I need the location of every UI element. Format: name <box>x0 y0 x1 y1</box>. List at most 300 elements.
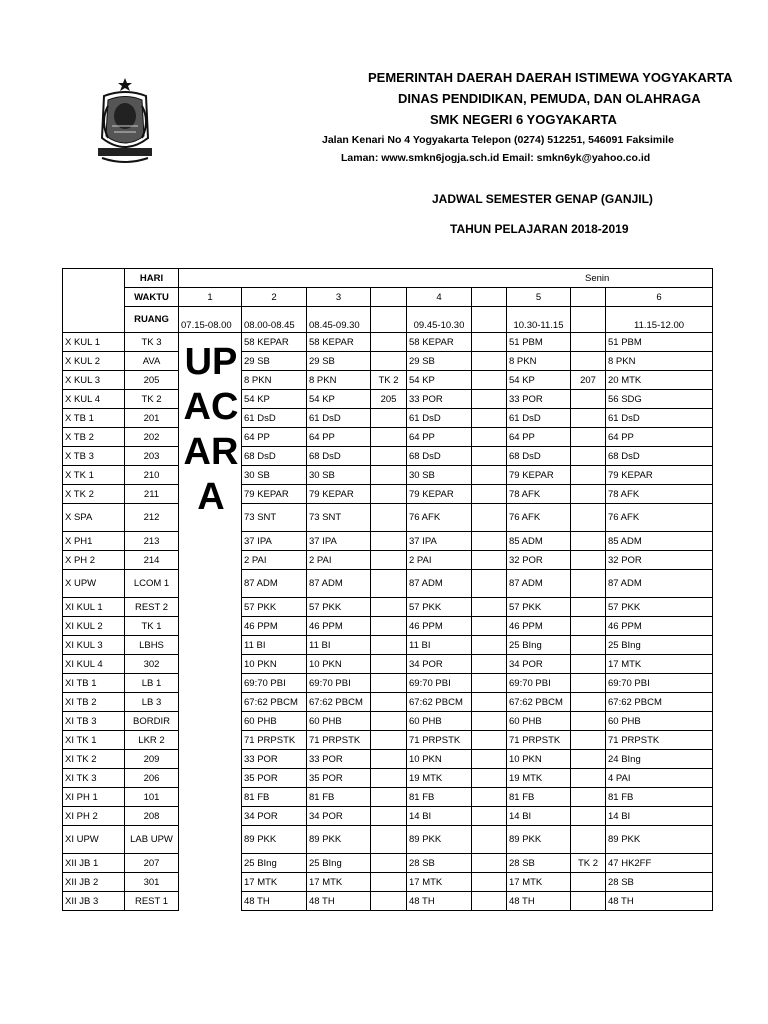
period-4b-cell <box>472 409 507 428</box>
room-change-4-cell <box>371 428 407 447</box>
room-cell: LAB UPW <box>125 826 179 854</box>
room-change-4-cell <box>371 504 407 532</box>
room-cell: TK 2 <box>125 390 179 409</box>
period-5-cell: 28 SB <box>507 854 571 873</box>
period-4b-cell <box>472 333 507 352</box>
upacara-label <box>180 340 242 520</box>
period-3-cell: 35 POR <box>307 769 371 788</box>
period-4b-cell <box>472 428 507 447</box>
period-4-cell: 79 KEPAR <box>407 485 472 504</box>
period-5-cell: 10 PKN <box>507 750 571 769</box>
room-change-6-cell <box>571 409 606 428</box>
letterhead-school-name: SMK NEGERI 6 YOGYAKARTA <box>430 112 617 127</box>
table-row <box>63 532 713 551</box>
waktu-label: WAKTU <box>125 288 179 307</box>
period-3-extra <box>371 288 407 307</box>
period-2-cell: 89 PKK <box>242 826 307 854</box>
room-change-4-cell <box>371 826 407 854</box>
period-3-cell: 46 PPM <box>307 617 371 636</box>
room-change-6-cell <box>571 333 606 352</box>
period-5-cell: 76 AFK <box>507 504 571 532</box>
room-change-6-cell <box>571 807 606 826</box>
room-change-4-cell <box>371 854 407 873</box>
class-header-cell <box>63 269 125 333</box>
period-4-cell: 76 AFK <box>407 504 472 532</box>
period-1-cell <box>179 674 242 693</box>
period-5-cell: 54 KP <box>507 371 571 390</box>
period-1-cell <box>179 617 242 636</box>
table-row <box>63 731 713 750</box>
period-4b-cell <box>472 807 507 826</box>
period-4-cell: 54 KP <box>407 371 472 390</box>
period-3-cell: 54 KP <box>307 390 371 409</box>
period-4b-cell <box>472 826 507 854</box>
period-2-cell: 68 DsD <box>242 447 307 466</box>
period-4-cell: 67:62 PBCM <box>407 693 472 712</box>
class-cell: X TK 1 <box>63 466 125 485</box>
class-cell: X KUL 2 <box>63 352 125 371</box>
room-cell: AVA <box>125 352 179 371</box>
period-4b-cell <box>472 636 507 655</box>
period-4b-cell <box>472 485 507 504</box>
period-6-cell: 60 PHB <box>606 712 713 731</box>
government-emblem-logo <box>94 76 156 166</box>
period-5-cell: 32 POR <box>507 551 571 570</box>
room-change-4-cell <box>371 551 407 570</box>
period-5-cell: 51 PBM <box>507 333 571 352</box>
period-6-cell: 56 SDG <box>606 390 713 409</box>
period-4-cell: 71 PRPSTK <box>407 731 472 750</box>
room-change-6-cell <box>571 352 606 371</box>
period-6-cell: 57 PKK <box>606 598 713 617</box>
period-4-cell: 46 PPM <box>407 617 472 636</box>
table-row <box>63 409 713 428</box>
room-change-6-cell <box>571 655 606 674</box>
table-row <box>63 892 713 911</box>
day-cell <box>179 269 713 288</box>
period-2-cell: 57 PKK <box>242 598 307 617</box>
period-6-cell: 4 PAI <box>606 769 713 788</box>
room-cell: 202 <box>125 428 179 447</box>
period-2-cell: 46 PPM <box>242 617 307 636</box>
period-1-cell <box>179 570 242 598</box>
period-2-cell: 71 PRPSTK <box>242 731 307 750</box>
table-row <box>63 854 713 873</box>
schedule-table-container <box>62 268 685 936</box>
room-cell: LB 1 <box>125 674 179 693</box>
period-4b-cell <box>472 892 507 911</box>
period-6: 6 <box>606 288 713 307</box>
period-3-cell: 33 POR <box>307 750 371 769</box>
room-change-6-cell <box>571 447 606 466</box>
room-change-4-cell <box>371 466 407 485</box>
time-2: 08.00-08.45 <box>242 307 307 333</box>
period-3-cell: 11 BI <box>307 636 371 655</box>
room-change-4-cell <box>371 750 407 769</box>
class-cell: XI KUL 1 <box>63 598 125 617</box>
room-cell: 213 <box>125 532 179 551</box>
period-2-cell: 17 MTK <box>242 873 307 892</box>
period-4: 4 <box>407 288 472 307</box>
period-3-cell: 68 DsD <box>307 447 371 466</box>
class-cell: XI TB 1 <box>63 674 125 693</box>
period-4b-cell <box>472 617 507 636</box>
room-change-4-cell <box>371 807 407 826</box>
class-cell: XI KUL 4 <box>63 655 125 674</box>
day-label: Senin <box>585 272 610 284</box>
table-row <box>63 674 713 693</box>
period-1-cell <box>179 693 242 712</box>
letterhead-department: DINAS PENDIDIKAN, PEMUDA, DAN OLAHRAGA <box>398 91 701 106</box>
period-2: 2 <box>242 288 307 307</box>
period-6-cell: 67:62 PBCM <box>606 693 713 712</box>
period-1-cell <box>179 892 242 911</box>
period-4b-cell <box>472 466 507 485</box>
room-cell: LCOM 1 <box>125 570 179 598</box>
period-3-cell: 64 PP <box>307 428 371 447</box>
period-4b-cell <box>472 873 507 892</box>
table-row <box>63 636 713 655</box>
period-4b-cell <box>472 731 507 750</box>
academic-year-title: TAHUN PELAJARAN 2018-2019 <box>450 222 629 236</box>
room-cell: 205 <box>125 371 179 390</box>
class-cell: XI TK 3 <box>63 769 125 788</box>
class-cell: XI TK 1 <box>63 731 125 750</box>
period-6-cell: 71 PRPSTK <box>606 731 713 750</box>
period-4-cell: 14 BI <box>407 807 472 826</box>
period-4b-cell <box>472 504 507 532</box>
room-change-6-cell <box>571 750 606 769</box>
period-5: 5 <box>507 288 571 307</box>
period-4-cell: 60 PHB <box>407 712 472 731</box>
period-6-cell: 24 BIng <box>606 750 713 769</box>
table-row <box>63 551 713 570</box>
room-change-4-cell <box>371 655 407 674</box>
room-cell: TK 1 <box>125 617 179 636</box>
room-cell: 214 <box>125 551 179 570</box>
room-change-6-cell <box>571 428 606 447</box>
period-2-cell: 73 SNT <box>242 504 307 532</box>
room-change-6-cell <box>571 532 606 551</box>
letterhead-government: PEMERINTAH DAERAH DAERAH ISTIMEWA YOGYAKARTA <box>368 70 733 85</box>
room-change-4-cell <box>371 892 407 911</box>
period-5-cell: 81 FB <box>507 788 571 807</box>
period-5-cell: 78 AFK <box>507 485 571 504</box>
table-row <box>63 712 713 731</box>
period-5-cell: 48 TH <box>507 892 571 911</box>
period-2-cell: 35 POR <box>242 769 307 788</box>
period-4b-cell <box>472 769 507 788</box>
period-4-cell: 34 POR <box>407 655 472 674</box>
time-4: 09.45-10.30 <box>407 307 472 333</box>
period-3-cell: 71 PRPSTK <box>307 731 371 750</box>
period-1: 1 <box>179 288 242 307</box>
period-6-cell: 20 MTK <box>606 371 713 390</box>
room-change-4-cell <box>371 712 407 731</box>
room-change-4-cell <box>371 409 407 428</box>
room-change-6-cell <box>571 551 606 570</box>
period-5-cell: 33 POR <box>507 390 571 409</box>
room-cell: 209 <box>125 750 179 769</box>
period-2-cell: 79 KEPAR <box>242 485 307 504</box>
period-4-cell: 87 ADM <box>407 570 472 598</box>
period-4-cell: 68 DsD <box>407 447 472 466</box>
table-row <box>63 371 713 390</box>
time-gap-4 <box>472 307 507 333</box>
period-2-cell: 25 BIng <box>242 854 307 873</box>
room-change-6-cell <box>571 390 606 409</box>
table-row <box>63 504 713 532</box>
period-4-cell: 30 SB <box>407 466 472 485</box>
period-4b-cell <box>472 532 507 551</box>
period-1-cell <box>179 712 242 731</box>
table-row <box>63 617 713 636</box>
table-row <box>63 873 713 892</box>
table-row <box>63 428 713 447</box>
class-cell: X TB 3 <box>63 447 125 466</box>
period-4-cell: 69:70 PBI <box>407 674 472 693</box>
period-3-cell: 10 PKN <box>307 655 371 674</box>
table-row <box>63 570 713 598</box>
period-4-cell: 37 IPA <box>407 532 472 551</box>
class-cell: X PH1 <box>63 532 125 551</box>
upacara-line-3: AR <box>183 431 239 473</box>
class-cell: X TB 2 <box>63 428 125 447</box>
period-4b-cell <box>472 570 507 598</box>
room-change-6-cell <box>571 598 606 617</box>
class-cell: XI TK 2 <box>63 750 125 769</box>
table-row <box>63 655 713 674</box>
room-change-4-cell <box>371 570 407 598</box>
schedule-title: JADWAL SEMESTER GENAP (GANJIL) <box>432 192 653 206</box>
room-change-4-cell <box>371 333 407 352</box>
table-row <box>63 826 713 854</box>
period-5-extra <box>571 288 606 307</box>
room-cell: TK 3 <box>125 333 179 352</box>
period-4-cell: 57 PKK <box>407 598 472 617</box>
period-1-cell <box>179 826 242 854</box>
period-6-cell: 89 PKK <box>606 826 713 854</box>
period-4b-cell <box>472 655 507 674</box>
period-3-cell: 2 PAI <box>307 551 371 570</box>
period-1-cell <box>179 551 242 570</box>
room-change-6-cell <box>571 504 606 532</box>
room-change-6-cell: TK 2 <box>571 854 606 873</box>
period-3-cell: 48 TH <box>307 892 371 911</box>
room-cell: 201 <box>125 409 179 428</box>
period-4-cell: 61 DsD <box>407 409 472 428</box>
period-1-cell <box>179 655 242 674</box>
room-cell: 207 <box>125 854 179 873</box>
room-cell: 208 <box>125 807 179 826</box>
period-2-cell: 67:62 PBCM <box>242 693 307 712</box>
room-cell: 210 <box>125 466 179 485</box>
period-5-cell: 85 ADM <box>507 532 571 551</box>
room-change-4-cell <box>371 352 407 371</box>
class-cell: XI KUL 3 <box>63 636 125 655</box>
room-change-6-cell <box>571 570 606 598</box>
upacara-line-2: AC <box>183 386 239 428</box>
period-1-cell <box>179 598 242 617</box>
room-change-6-cell: 207 <box>571 371 606 390</box>
room-cell: REST 1 <box>125 892 179 911</box>
table-row <box>63 693 713 712</box>
table-row <box>63 466 713 485</box>
class-cell: XI KUL 2 <box>63 617 125 636</box>
table-row <box>63 807 713 826</box>
period-3-cell: 60 PHB <box>307 712 371 731</box>
period-4-cell: 19 MTK <box>407 769 472 788</box>
period-4b-cell <box>472 750 507 769</box>
period-3-cell: 17 MTK <box>307 873 371 892</box>
period-3-cell: 61 DsD <box>307 409 371 428</box>
room-change-6-cell <box>571 731 606 750</box>
period-5-cell: 17 MTK <box>507 873 571 892</box>
class-cell: XI TB 3 <box>63 712 125 731</box>
period-6-cell: 78 AFK <box>606 485 713 504</box>
period-2-cell: 60 PHB <box>242 712 307 731</box>
room-cell: LB 3 <box>125 693 179 712</box>
room-change-4-cell <box>371 617 407 636</box>
period-5-cell: 69:70 PBI <box>507 674 571 693</box>
period-4-cell: 10 PKN <box>407 750 472 769</box>
period-3-cell: 73 SNT <box>307 504 371 532</box>
period-4-cell: 58 KEPAR <box>407 333 472 352</box>
room-change-6-cell <box>571 674 606 693</box>
period-3-cell: 8 PKN <box>307 371 371 390</box>
class-cell: XI TB 2 <box>63 693 125 712</box>
period-2-cell: 29 SB <box>242 352 307 371</box>
time-5: 10.30-11.15 <box>507 307 571 333</box>
period-3-cell: 89 PKK <box>307 826 371 854</box>
period-6-cell: 32 POR <box>606 551 713 570</box>
room-change-4-cell <box>371 447 407 466</box>
room-change-6-cell <box>571 693 606 712</box>
period-2-cell: 69:70 PBI <box>242 674 307 693</box>
period-4b-cell <box>472 712 507 731</box>
room-cell: 101 <box>125 788 179 807</box>
time-1: 07.15-08.00 <box>179 307 242 333</box>
period-1-cell <box>179 873 242 892</box>
class-cell: X SPA <box>63 504 125 532</box>
period-6-cell: 87 ADM <box>606 570 713 598</box>
room-cell: 203 <box>125 447 179 466</box>
room-cell: REST 2 <box>125 598 179 617</box>
header-row-day <box>63 269 713 288</box>
period-4b-cell <box>472 598 507 617</box>
class-cell: XI PH 2 <box>63 807 125 826</box>
period-2-cell: 87 ADM <box>242 570 307 598</box>
room-cell: 301 <box>125 873 179 892</box>
room-change-6-cell <box>571 636 606 655</box>
period-1-cell <box>179 788 242 807</box>
time-gap-5 <box>571 307 606 333</box>
room-cell: LKR 2 <box>125 731 179 750</box>
room-change-6-cell <box>571 892 606 911</box>
table-row <box>63 788 713 807</box>
period-2-cell: 2 PAI <box>242 551 307 570</box>
period-3-cell: 87 ADM <box>307 570 371 598</box>
period-2-cell: 81 FB <box>242 788 307 807</box>
class-cell: X TB 1 <box>63 409 125 428</box>
room-cell: LBHS <box>125 636 179 655</box>
class-cell: X KUL 3 <box>63 371 125 390</box>
class-cell: X TK 2 <box>63 485 125 504</box>
room-change-4-cell <box>371 532 407 551</box>
time-6: 11.15-12.00 <box>606 307 713 333</box>
period-1-cell <box>179 807 242 826</box>
period-4-cell: 28 SB <box>407 854 472 873</box>
period-1-cell <box>179 769 242 788</box>
period-5-cell: 60 PHB <box>507 712 571 731</box>
upacara-line-4: A <box>197 476 225 518</box>
period-5-cell: 71 PRPSTK <box>507 731 571 750</box>
room-change-4-cell <box>371 598 407 617</box>
room-change-4-cell <box>371 731 407 750</box>
period-5-cell: 64 PP <box>507 428 571 447</box>
period-1-cell <box>179 731 242 750</box>
period-5-cell: 34 POR <box>507 655 571 674</box>
period-6-cell: 28 SB <box>606 873 713 892</box>
letterhead-web-email: Laman: www.smkn6jogja.sch.id Email: smkn6yk@yahoo.co.id <box>341 152 651 164</box>
period-6-cell: 79 KEPAR <box>606 466 713 485</box>
period-4-cell: 11 BI <box>407 636 472 655</box>
room-change-4-cell <box>371 636 407 655</box>
period-2-cell: 54 KP <box>242 390 307 409</box>
room-change-4-cell <box>371 788 407 807</box>
period-5-cell: 57 PKK <box>507 598 571 617</box>
room-change-6-cell <box>571 873 606 892</box>
period-2-cell: 10 PKN <box>242 655 307 674</box>
room-cell: BORDIR <box>125 712 179 731</box>
table-row <box>63 769 713 788</box>
class-cell: XII JB 2 <box>63 873 125 892</box>
time-3: 08.45-09.30 <box>307 307 371 333</box>
period-6-cell: 68 DsD <box>606 447 713 466</box>
period-2-cell: 64 PP <box>242 428 307 447</box>
period-5-cell: 25 BIng <box>507 636 571 655</box>
period-6-cell: 8 PKN <box>606 352 713 371</box>
period-3-cell: 81 FB <box>307 788 371 807</box>
period-4b-cell <box>472 352 507 371</box>
period-4-cell: 89 PKK <box>407 826 472 854</box>
period-6-cell: 47 HK2FF <box>606 854 713 873</box>
room-cell: 302 <box>125 655 179 674</box>
period-4b-cell <box>472 693 507 712</box>
period-6-cell: 61 DsD <box>606 409 713 428</box>
table-row <box>63 485 713 504</box>
period-6-cell: 69:70 PBI <box>606 674 713 693</box>
class-cell: X PH 2 <box>63 551 125 570</box>
table-row <box>63 598 713 617</box>
room-cell: 206 <box>125 769 179 788</box>
class-cell: X KUL 1 <box>63 333 125 352</box>
period-5-cell: 67:62 PBCM <box>507 693 571 712</box>
room-change-6-cell <box>571 788 606 807</box>
header-row-times <box>63 307 713 333</box>
time-gap-3 <box>371 307 407 333</box>
period-6-cell: 51 PBM <box>606 333 713 352</box>
period-4-cell: 48 TH <box>407 892 472 911</box>
period-4b-cell <box>472 390 507 409</box>
period-5-cell: 8 PKN <box>507 352 571 371</box>
table-row <box>63 390 713 409</box>
room-change-6-cell <box>571 485 606 504</box>
class-cell: XI UPW <box>63 826 125 854</box>
period-1-cell <box>179 636 242 655</box>
room-change-4-cell: 205 <box>371 390 407 409</box>
period-3-cell: 34 POR <box>307 807 371 826</box>
